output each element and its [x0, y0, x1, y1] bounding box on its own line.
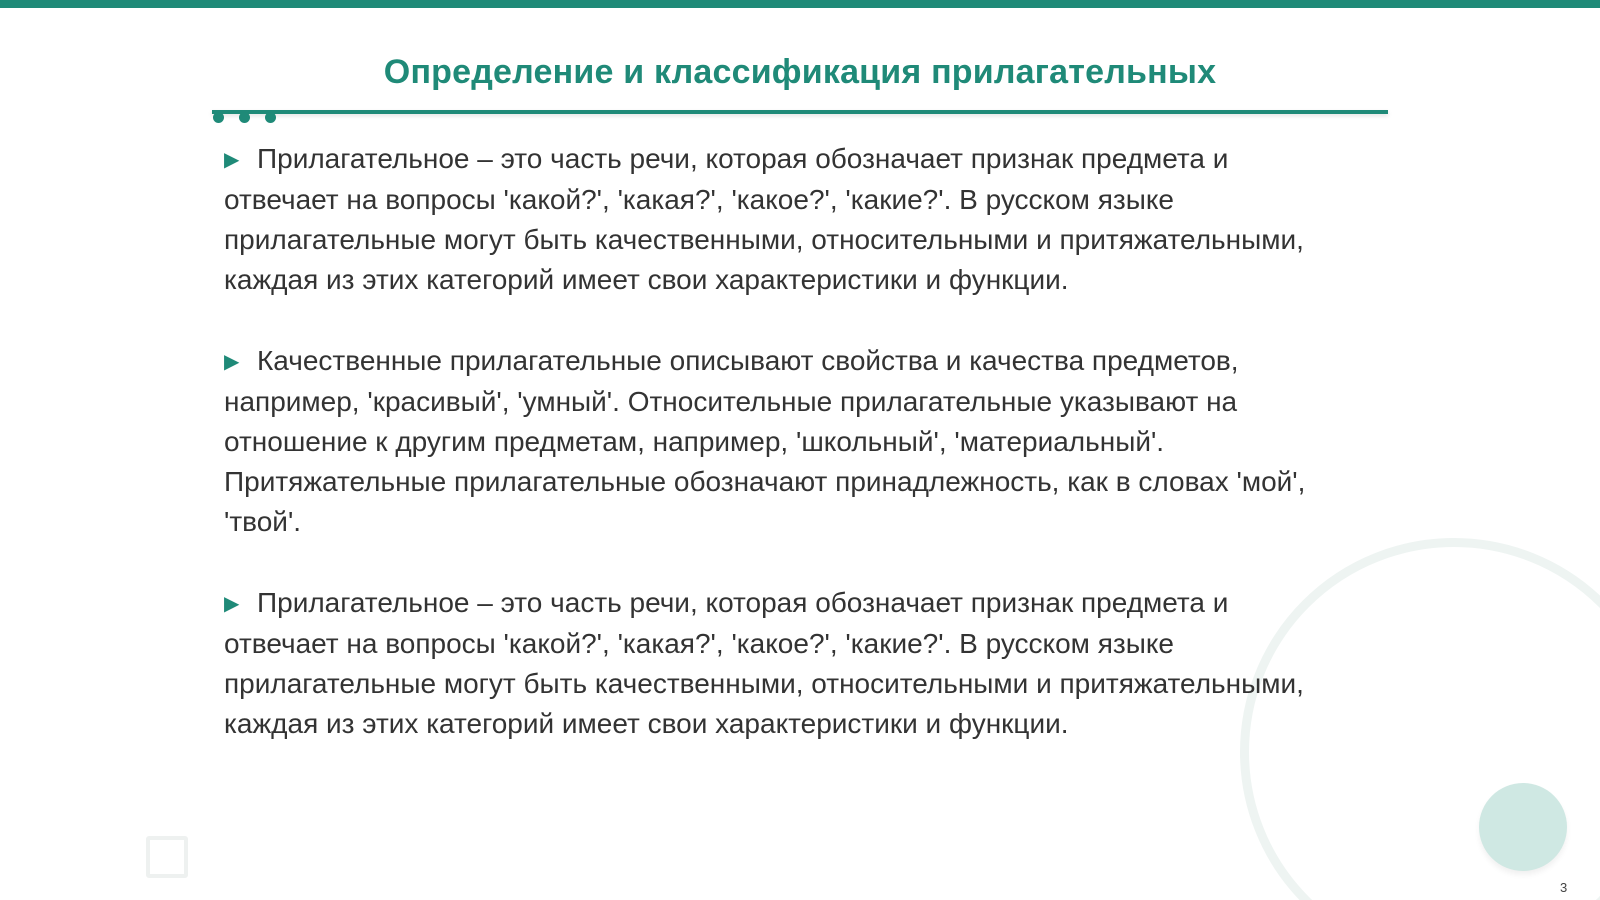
bullet-text: Прилагательное – это часть речи, которая обозначает признак предмета и отвечает на вопросы 'какой?', 'какая?', 'какое?', 'какие?'. В русском языке прилагательные могут быть качественными, относительными и притяжательными, каждая из этих категорий имеет свои характеристики и функции.	[224, 143, 1304, 295]
bullet-item	[224, 341, 1350, 542]
dot-icon	[265, 112, 276, 123]
bullet-item	[224, 583, 1350, 744]
title-dots-decoration	[212, 112, 282, 126]
bullet-text: Прилагательное – это часть речи, которая обозначает признак предмета и отвечает на вопросы 'какой?', 'какая?', 'какое?', 'какие?'. В русском языке прилагательные могут быть качественными, относительными и притяжательными, каждая из этих категорий имеет свои характеристики и функции.	[224, 587, 1304, 739]
decorative-square	[146, 836, 188, 878]
decorative-circle	[1479, 783, 1567, 871]
bullet-item	[224, 139, 1350, 300]
title-underline	[212, 110, 1388, 114]
dot-icon	[239, 112, 250, 123]
bullet-list	[224, 139, 1350, 744]
slide-title: Определение и классификация прилагательных	[383, 53, 1217, 91]
bullet-arrow-icon: ▶	[224, 593, 240, 615]
bullet-text: Качественные прилагательные описывают свойства и качества предметов, например, 'красивый', 'умный'. Относительные прилагательные указывают на отношение к другим предметам, например, 'школьный', 'материальный'. Притяжательные прилагательные обозначают принадлежность, как в словах 'мой', 'твой'.	[224, 345, 1306, 537]
page-number: 3	[1560, 880, 1568, 895]
top-accent-bar	[0, 0, 1600, 8]
dot-icon	[213, 112, 224, 123]
bullet-arrow-icon: ▶	[224, 149, 240, 171]
bullet-arrow-icon: ▶	[224, 351, 240, 373]
